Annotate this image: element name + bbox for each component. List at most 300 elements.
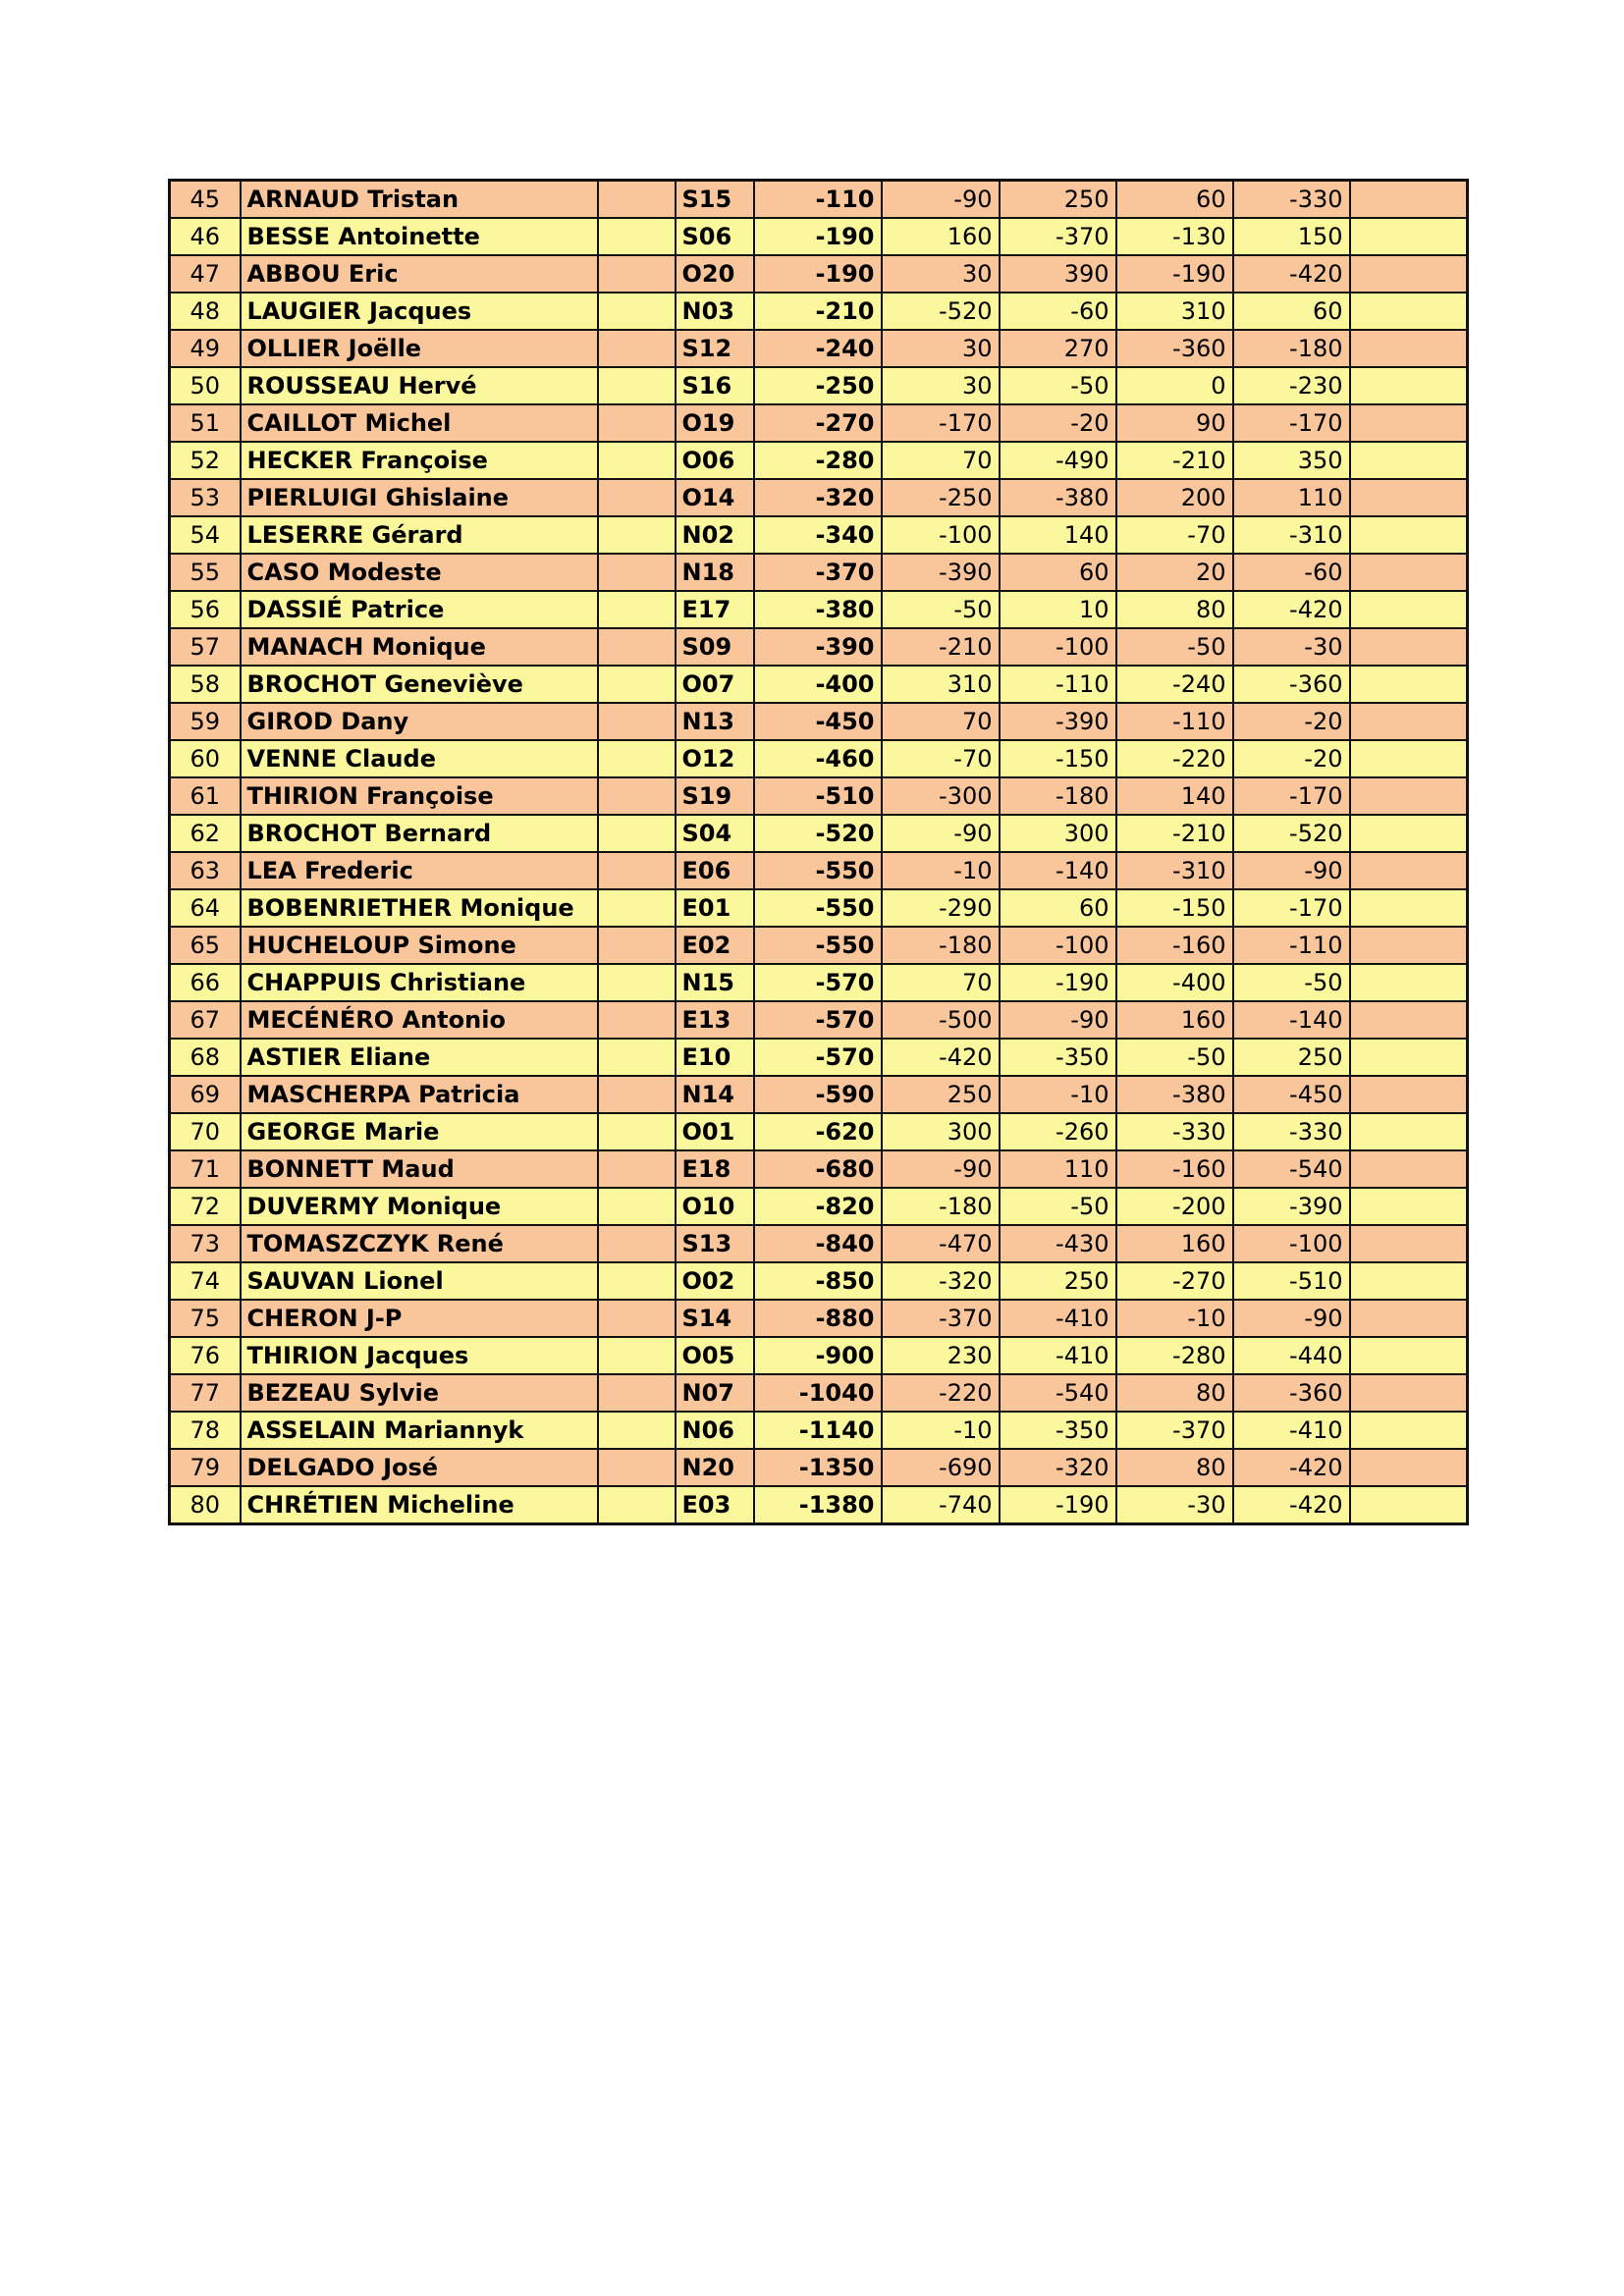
round-3-score-cell: -270 <box>1116 1262 1233 1300</box>
player-name-cell: SAUVAN Lionel <box>241 1262 598 1300</box>
table-row <box>170 1001 1468 1039</box>
total-score-cell: -840 <box>754 1225 882 1262</box>
empty-cell <box>598 1337 676 1374</box>
table-row <box>170 293 1468 330</box>
rank-cell: 50 <box>170 367 241 404</box>
rank-cell: 70 <box>170 1113 241 1150</box>
round-1-score-cell: 30 <box>882 255 1000 293</box>
round-2-score-cell: -100 <box>1000 628 1116 666</box>
round-2-score-cell: 390 <box>1000 255 1116 293</box>
round-4-score-cell: -170 <box>1233 889 1350 927</box>
table-row <box>170 703 1468 740</box>
round-1-score-cell: -740 <box>882 1486 1000 1524</box>
player-name-cell: CASO Modeste <box>241 554 598 591</box>
total-score-cell: -110 <box>754 181 882 219</box>
round-1-score-cell: -90 <box>882 815 1000 852</box>
round-4-score-cell: 150 <box>1233 218 1350 255</box>
rank-cell: 67 <box>170 1001 241 1039</box>
round-1-score-cell: -180 <box>882 927 1000 964</box>
round-1-score-cell: -50 <box>882 591 1000 628</box>
rank-cell: 52 <box>170 442 241 479</box>
table-row <box>170 1337 1468 1374</box>
round-4-score-cell: -390 <box>1233 1188 1350 1225</box>
rank-cell: 75 <box>170 1300 241 1337</box>
empty-cell <box>1350 1300 1468 1337</box>
rank-cell: 57 <box>170 628 241 666</box>
empty-cell <box>1350 1039 1468 1076</box>
total-score-cell: -460 <box>754 740 882 777</box>
table-code-cell: S19 <box>676 777 754 815</box>
table-row <box>170 1076 1468 1113</box>
round-2-score-cell: -140 <box>1000 852 1116 889</box>
empty-cell <box>1350 404 1468 442</box>
round-2-score-cell: -90 <box>1000 1001 1116 1039</box>
player-name-cell: OLLIER Joëlle <box>241 330 598 367</box>
rank-cell: 53 <box>170 479 241 516</box>
empty-cell <box>1350 591 1468 628</box>
table-row <box>170 1300 1468 1337</box>
round-4-score-cell: -170 <box>1233 777 1350 815</box>
total-score-cell: -850 <box>754 1262 882 1300</box>
round-4-score-cell: -20 <box>1233 703 1350 740</box>
round-3-score-cell: -160 <box>1116 1150 1233 1188</box>
empty-cell <box>1350 1449 1468 1486</box>
round-3-score-cell: -130 <box>1116 218 1233 255</box>
total-score-cell: -510 <box>754 777 882 815</box>
round-2-score-cell: -110 <box>1000 666 1116 703</box>
empty-cell <box>598 1300 676 1337</box>
player-name-cell: MECÉNÉRO Antonio <box>241 1001 598 1039</box>
total-score-cell: -1140 <box>754 1412 882 1449</box>
table-code-cell: S06 <box>676 218 754 255</box>
round-2-score-cell: 60 <box>1000 554 1116 591</box>
round-1-score-cell: 160 <box>882 218 1000 255</box>
round-2-score-cell: -430 <box>1000 1225 1116 1262</box>
round-1-score-cell: -500 <box>882 1001 1000 1039</box>
round-2-score-cell: -410 <box>1000 1300 1116 1337</box>
round-3-score-cell: 80 <box>1116 591 1233 628</box>
rank-cell: 66 <box>170 964 241 1001</box>
empty-cell <box>598 591 676 628</box>
round-3-score-cell: -10 <box>1116 1300 1233 1337</box>
empty-cell <box>598 1486 676 1524</box>
total-score-cell: -1040 <box>754 1374 882 1412</box>
round-4-score-cell: -540 <box>1233 1150 1350 1188</box>
round-1-score-cell: -250 <box>882 479 1000 516</box>
round-2-score-cell: 110 <box>1000 1150 1116 1188</box>
player-name-cell: THIRION Françoise <box>241 777 598 815</box>
empty-cell <box>598 666 676 703</box>
round-1-score-cell: 70 <box>882 964 1000 1001</box>
rank-cell: 64 <box>170 889 241 927</box>
table-code-cell: E10 <box>676 1039 754 1076</box>
rank-cell: 80 <box>170 1486 241 1524</box>
round-4-score-cell: -420 <box>1233 255 1350 293</box>
empty-cell <box>598 815 676 852</box>
round-3-score-cell: 160 <box>1116 1001 1233 1039</box>
table-code-cell: S14 <box>676 1300 754 1337</box>
round-1-score-cell: -370 <box>882 1300 1000 1337</box>
round-3-score-cell: -110 <box>1116 703 1233 740</box>
rank-cell: 47 <box>170 255 241 293</box>
round-4-score-cell: -60 <box>1233 554 1350 591</box>
table-row <box>170 852 1468 889</box>
player-name-cell: BROCHOT Geneviève <box>241 666 598 703</box>
round-3-score-cell: -200 <box>1116 1188 1233 1225</box>
table-row <box>170 964 1468 1001</box>
table-code-cell: S15 <box>676 181 754 219</box>
empty-cell <box>1350 1486 1468 1524</box>
round-2-score-cell: -50 <box>1000 367 1116 404</box>
round-3-score-cell: -210 <box>1116 442 1233 479</box>
table-code-cell: O19 <box>676 404 754 442</box>
empty-cell <box>598 1039 676 1076</box>
empty-cell <box>598 927 676 964</box>
round-2-score-cell: 10 <box>1000 591 1116 628</box>
empty-cell <box>598 367 676 404</box>
player-name-cell: LESERRE Gérard <box>241 516 598 554</box>
round-3-score-cell: 60 <box>1116 181 1233 219</box>
total-score-cell: -820 <box>754 1188 882 1225</box>
round-1-score-cell: 250 <box>882 1076 1000 1113</box>
empty-cell <box>598 554 676 591</box>
player-name-cell: VENNE Claude <box>241 740 598 777</box>
round-2-score-cell: -100 <box>1000 927 1116 964</box>
player-name-cell: CAILLOT Michel <box>241 404 598 442</box>
round-1-score-cell: -210 <box>882 628 1000 666</box>
round-2-score-cell: -150 <box>1000 740 1116 777</box>
round-2-score-cell: -390 <box>1000 703 1116 740</box>
rank-cell: 55 <box>170 554 241 591</box>
round-4-score-cell: -360 <box>1233 666 1350 703</box>
total-score-cell: -450 <box>754 703 882 740</box>
round-3-score-cell: 310 <box>1116 293 1233 330</box>
table-code-cell: E06 <box>676 852 754 889</box>
empty-cell <box>1350 479 1468 516</box>
table-code-cell: E01 <box>676 889 754 927</box>
rank-cell: 45 <box>170 181 241 219</box>
empty-cell <box>598 1113 676 1150</box>
round-2-score-cell: -20 <box>1000 404 1116 442</box>
empty-cell <box>598 181 676 219</box>
table-row <box>170 1374 1468 1412</box>
empty-cell <box>598 404 676 442</box>
empty-cell <box>598 703 676 740</box>
round-1-score-cell: 310 <box>882 666 1000 703</box>
empty-cell <box>1350 852 1468 889</box>
round-4-score-cell: -440 <box>1233 1337 1350 1374</box>
empty-cell <box>1350 181 1468 219</box>
rank-cell: 60 <box>170 740 241 777</box>
table-code-cell: O12 <box>676 740 754 777</box>
round-4-score-cell: -420 <box>1233 1449 1350 1486</box>
round-1-score-cell: -520 <box>882 293 1000 330</box>
table-row <box>170 330 1468 367</box>
player-name-cell: ARNAUD Tristan <box>241 181 598 219</box>
player-name-cell: HECKER Françoise <box>241 442 598 479</box>
round-3-score-cell: -220 <box>1116 740 1233 777</box>
empty-cell <box>1350 367 1468 404</box>
total-score-cell: -590 <box>754 1076 882 1113</box>
round-1-score-cell: -10 <box>882 852 1000 889</box>
empty-cell <box>598 1412 676 1449</box>
empty-cell <box>1350 889 1468 927</box>
total-score-cell: -570 <box>754 1039 882 1076</box>
empty-cell <box>1350 1412 1468 1449</box>
empty-cell <box>1350 1374 1468 1412</box>
round-4-score-cell: -310 <box>1233 516 1350 554</box>
table-row <box>170 1412 1468 1449</box>
table-code-cell: E03 <box>676 1486 754 1524</box>
round-2-score-cell: -370 <box>1000 218 1116 255</box>
empty-cell <box>598 293 676 330</box>
rank-cell: 49 <box>170 330 241 367</box>
empty-cell <box>598 1076 676 1113</box>
empty-cell <box>598 1150 676 1188</box>
table-code-cell: O10 <box>676 1188 754 1225</box>
round-3-score-cell: -190 <box>1116 255 1233 293</box>
table-row <box>170 1449 1468 1486</box>
table-row <box>170 1486 1468 1524</box>
total-score-cell: -280 <box>754 442 882 479</box>
total-score-cell: -340 <box>754 516 882 554</box>
player-name-cell: GEORGE Marie <box>241 1113 598 1150</box>
round-3-score-cell: -370 <box>1116 1412 1233 1449</box>
empty-cell <box>598 777 676 815</box>
empty-cell <box>1350 777 1468 815</box>
round-3-score-cell: -280 <box>1116 1337 1233 1374</box>
round-1-score-cell: 300 <box>882 1113 1000 1150</box>
round-3-score-cell: 140 <box>1116 777 1233 815</box>
round-4-score-cell: -140 <box>1233 1001 1350 1039</box>
table-code-cell: E18 <box>676 1150 754 1188</box>
empty-cell <box>1350 1113 1468 1150</box>
table-row <box>170 1262 1468 1300</box>
player-name-cell: DUVERMY Monique <box>241 1188 598 1225</box>
table-code-cell: N13 <box>676 703 754 740</box>
round-1-score-cell: -90 <box>882 181 1000 219</box>
empty-cell <box>1350 927 1468 964</box>
round-2-score-cell: -410 <box>1000 1337 1116 1374</box>
round-3-score-cell: -360 <box>1116 330 1233 367</box>
table-row <box>170 927 1468 964</box>
table-code-cell: O05 <box>676 1337 754 1374</box>
player-name-cell: BOBENRIETHER Monique <box>241 889 598 927</box>
round-3-score-cell: 90 <box>1116 404 1233 442</box>
round-1-score-cell: -290 <box>882 889 1000 927</box>
round-1-score-cell: -70 <box>882 740 1000 777</box>
round-3-score-cell: 80 <box>1116 1374 1233 1412</box>
player-name-cell: DASSIÉ Patrice <box>241 591 598 628</box>
round-1-score-cell: -170 <box>882 404 1000 442</box>
round-4-score-cell: 250 <box>1233 1039 1350 1076</box>
round-3-score-cell: -240 <box>1116 666 1233 703</box>
empty-cell <box>598 479 676 516</box>
round-1-score-cell: 230 <box>882 1337 1000 1374</box>
table-code-cell: O07 <box>676 666 754 703</box>
total-score-cell: -390 <box>754 628 882 666</box>
empty-cell <box>598 330 676 367</box>
table-code-cell: O02 <box>676 1262 754 1300</box>
empty-cell <box>598 1188 676 1225</box>
player-name-cell: LEA Frederic <box>241 852 598 889</box>
table-code-cell: O01 <box>676 1113 754 1150</box>
rank-cell: 62 <box>170 815 241 852</box>
round-1-score-cell: -10 <box>882 1412 1000 1449</box>
total-score-cell: -570 <box>754 964 882 1001</box>
round-4-score-cell: -20 <box>1233 740 1350 777</box>
table-code-cell: S12 <box>676 330 754 367</box>
table-code-cell: S09 <box>676 628 754 666</box>
table-row <box>170 218 1468 255</box>
round-3-score-cell: -310 <box>1116 852 1233 889</box>
round-2-score-cell: 300 <box>1000 815 1116 852</box>
player-name-cell: TOMASZCZYK René <box>241 1225 598 1262</box>
total-score-cell: -880 <box>754 1300 882 1337</box>
empty-cell <box>598 1001 676 1039</box>
rank-cell: 72 <box>170 1188 241 1225</box>
round-2-score-cell: -350 <box>1000 1039 1116 1076</box>
rank-cell: 65 <box>170 927 241 964</box>
player-name-cell: THIRION Jacques <box>241 1337 598 1374</box>
player-name-cell: CHRÉTIEN Micheline <box>241 1486 598 1524</box>
round-4-score-cell: -180 <box>1233 330 1350 367</box>
round-1-score-cell: -300 <box>882 777 1000 815</box>
rank-cell: 63 <box>170 852 241 889</box>
round-3-score-cell: 0 <box>1116 367 1233 404</box>
table-row <box>170 516 1468 554</box>
round-4-score-cell: -230 <box>1233 367 1350 404</box>
empty-cell <box>598 1262 676 1300</box>
table-row <box>170 740 1468 777</box>
round-4-score-cell: -510 <box>1233 1262 1350 1300</box>
player-name-cell: CHAPPUIS Christiane <box>241 964 598 1001</box>
round-3-score-cell: -150 <box>1116 889 1233 927</box>
round-4-score-cell: -30 <box>1233 628 1350 666</box>
table-row <box>170 591 1468 628</box>
total-score-cell: -240 <box>754 330 882 367</box>
table-code-cell: N14 <box>676 1076 754 1113</box>
empty-cell <box>1350 516 1468 554</box>
empty-cell <box>1350 1001 1468 1039</box>
table-row <box>170 1188 1468 1225</box>
empty-cell <box>1350 1337 1468 1374</box>
empty-cell <box>598 1449 676 1486</box>
total-score-cell: -550 <box>754 927 882 964</box>
round-4-score-cell: -90 <box>1233 1300 1350 1337</box>
ranking-table <box>168 179 1469 1525</box>
round-1-score-cell: -90 <box>882 1150 1000 1188</box>
table-code-cell: O06 <box>676 442 754 479</box>
table-row <box>170 442 1468 479</box>
empty-cell <box>1350 1262 1468 1300</box>
empty-cell <box>598 740 676 777</box>
table-row <box>170 1225 1468 1262</box>
table-code-cell: E02 <box>676 927 754 964</box>
round-2-score-cell: -190 <box>1000 1486 1116 1524</box>
table-row <box>170 554 1468 591</box>
round-1-score-cell: -420 <box>882 1039 1000 1076</box>
round-3-score-cell: -210 <box>1116 815 1233 852</box>
empty-cell <box>1350 330 1468 367</box>
round-1-score-cell: -470 <box>882 1225 1000 1262</box>
empty-cell <box>1350 218 1468 255</box>
table-code-cell: S04 <box>676 815 754 852</box>
table-code-cell: E13 <box>676 1001 754 1039</box>
round-3-score-cell: -50 <box>1116 1039 1233 1076</box>
round-1-score-cell: -390 <box>882 554 1000 591</box>
round-4-score-cell: 110 <box>1233 479 1350 516</box>
empty-cell <box>1350 293 1468 330</box>
round-2-score-cell: -190 <box>1000 964 1116 1001</box>
table-code-cell: N07 <box>676 1374 754 1412</box>
table-code-cell: O20 <box>676 255 754 293</box>
rank-cell: 78 <box>170 1412 241 1449</box>
round-2-score-cell: -60 <box>1000 293 1116 330</box>
empty-cell <box>598 255 676 293</box>
total-score-cell: -250 <box>754 367 882 404</box>
empty-cell <box>598 852 676 889</box>
empty-cell <box>598 516 676 554</box>
total-score-cell: -1350 <box>754 1449 882 1486</box>
empty-cell <box>1350 703 1468 740</box>
rank-cell: 69 <box>170 1076 241 1113</box>
round-2-score-cell: -10 <box>1000 1076 1116 1113</box>
empty-cell <box>598 1374 676 1412</box>
round-4-score-cell: -330 <box>1233 1113 1350 1150</box>
round-3-score-cell: 80 <box>1116 1449 1233 1486</box>
round-4-score-cell: 60 <box>1233 293 1350 330</box>
empty-cell <box>1350 1225 1468 1262</box>
round-3-score-cell: 20 <box>1116 554 1233 591</box>
player-name-cell: MANACH Monique <box>241 628 598 666</box>
table-code-cell: N18 <box>676 554 754 591</box>
empty-cell <box>598 218 676 255</box>
table-code-cell: O14 <box>676 479 754 516</box>
rank-cell: 51 <box>170 404 241 442</box>
empty-cell <box>1350 628 1468 666</box>
round-3-score-cell: 160 <box>1116 1225 1233 1262</box>
rank-cell: 61 <box>170 777 241 815</box>
total-score-cell: -680 <box>754 1150 882 1188</box>
round-3-score-cell: -330 <box>1116 1113 1233 1150</box>
round-4-score-cell: -170 <box>1233 404 1350 442</box>
total-score-cell: -190 <box>754 255 882 293</box>
round-2-score-cell: 250 <box>1000 1262 1116 1300</box>
round-4-score-cell: -110 <box>1233 927 1350 964</box>
rank-cell: 73 <box>170 1225 241 1262</box>
empty-cell <box>1350 1188 1468 1225</box>
round-1-score-cell: -320 <box>882 1262 1000 1300</box>
rank-cell: 74 <box>170 1262 241 1300</box>
empty-cell <box>1350 554 1468 591</box>
round-4-score-cell: -520 <box>1233 815 1350 852</box>
round-2-score-cell: -260 <box>1000 1113 1116 1150</box>
round-3-score-cell: -50 <box>1116 628 1233 666</box>
round-2-score-cell: -50 <box>1000 1188 1116 1225</box>
round-1-score-cell: -690 <box>882 1449 1000 1486</box>
empty-cell <box>1350 442 1468 479</box>
player-name-cell: CHERON J-P <box>241 1300 598 1337</box>
empty-cell <box>1350 666 1468 703</box>
player-name-cell: ABBOU Eric <box>241 255 598 293</box>
rank-cell: 46 <box>170 218 241 255</box>
round-1-score-cell: 70 <box>882 703 1000 740</box>
total-score-cell: -520 <box>754 815 882 852</box>
round-4-score-cell: -330 <box>1233 181 1350 219</box>
total-score-cell: -210 <box>754 293 882 330</box>
round-4-score-cell: -420 <box>1233 591 1350 628</box>
